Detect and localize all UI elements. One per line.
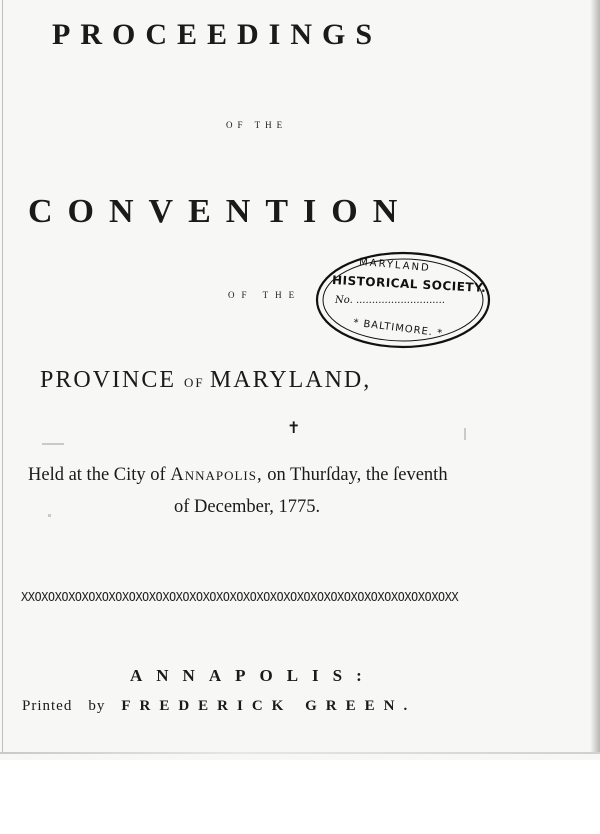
library-stamp (315, 250, 491, 350)
stamp-bottom-text: * BALTIMORE. * (352, 317, 444, 340)
document-title: PROCEEDINGS (52, 18, 383, 51)
ink-speck (48, 514, 51, 517)
page-left-edge (2, 0, 3, 752)
convention-heading: CONVENTION (28, 193, 413, 230)
page-bottom-edge (0, 752, 600, 754)
ornamental-border: XXOXOXOXOXOXOXOXOXOXOXOXOXOXOXOXOXOXOXOXOXOXOXOXOXOXOXOXOXOXOXOXX (21, 590, 459, 604)
of-the-line-1: OF THE (226, 120, 288, 130)
held-line-2: of December, 1775. (174, 497, 321, 517)
stamp-top-text: MARYLAND (358, 256, 432, 275)
held-line-1-start: Held at the City of (28, 465, 171, 485)
ink-speck (464, 428, 466, 440)
imprint-line (22, 697, 416, 715)
imprint-city: ANNAPOLIS: (130, 666, 376, 685)
by-word: by (88, 698, 106, 714)
stamp-society-text: HISTORICAL SOCIETY. (331, 272, 487, 296)
page-right-edge (590, 0, 600, 752)
province-heading (40, 367, 371, 394)
held-line-1-end: on Thurſday, the ſeventh (262, 465, 448, 485)
of-the-line-2: OF THE (228, 290, 302, 300)
province-of-word: OF (184, 375, 210, 390)
printed-by (22, 698, 121, 714)
printed-word: Printed (22, 698, 73, 714)
stamp-number-field: No. ............................ (335, 295, 445, 306)
printer-name: FREDERICK GREEN. (121, 698, 417, 714)
held-city: Annapolis, (170, 465, 263, 485)
province-word: PROVINCE (40, 367, 185, 393)
held-line-1 (28, 465, 448, 486)
province-name: MARYLAND, (209, 367, 372, 393)
dagger-ornament-icon: ✝ (287, 420, 301, 437)
ink-speck (42, 443, 64, 445)
